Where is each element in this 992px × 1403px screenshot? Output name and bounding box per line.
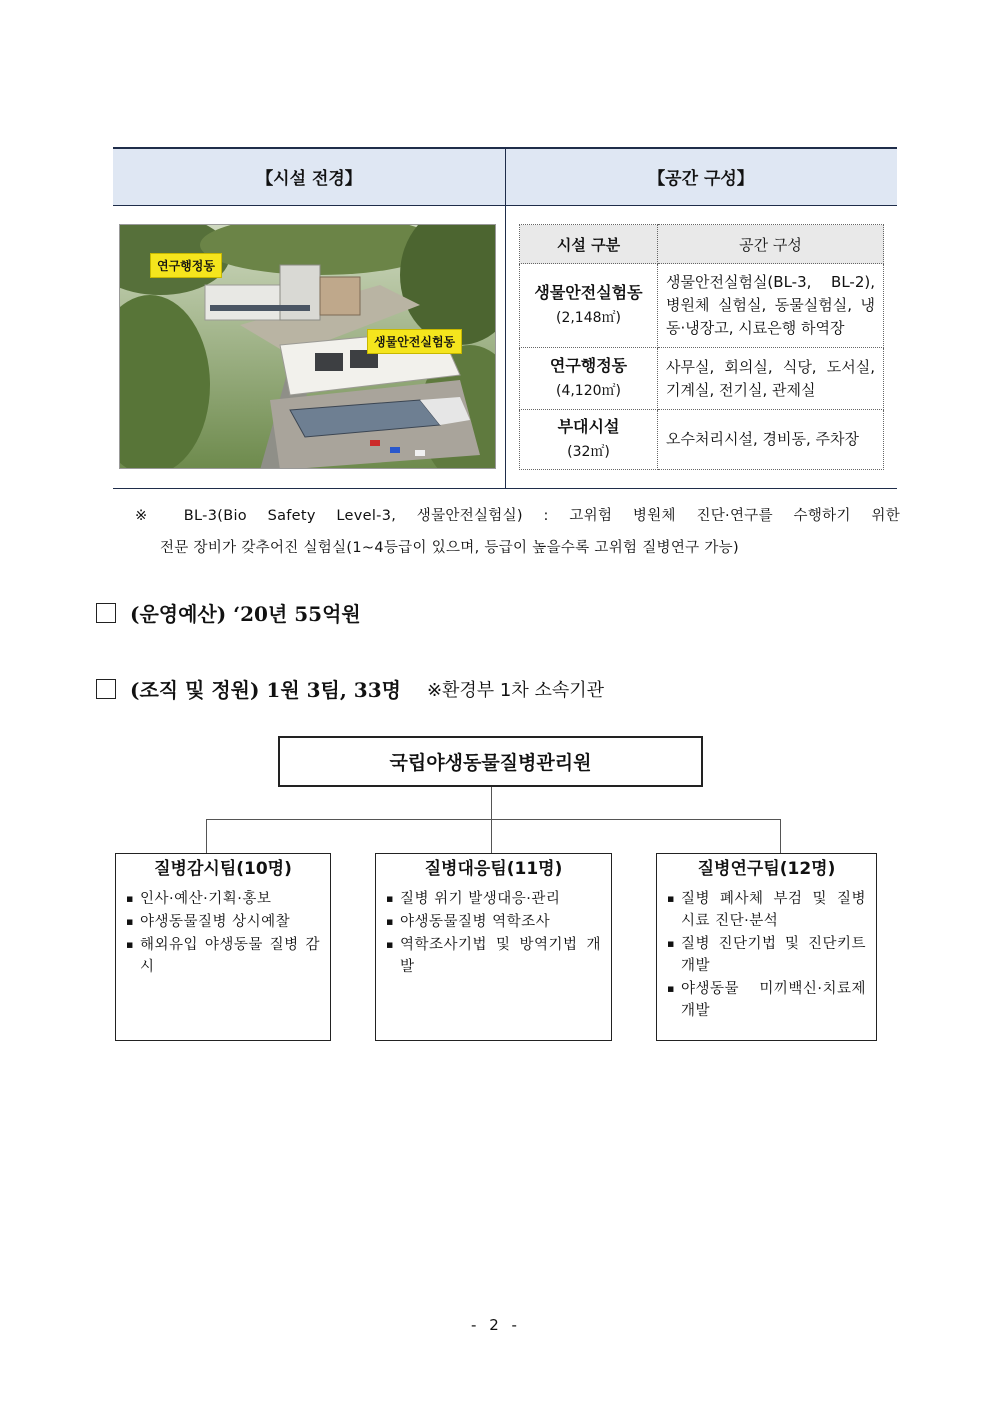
budget-text: (운영예산) ‘20년 55억원 — [130, 602, 361, 626]
org-root-box: 국립야생동물질병관리원 — [278, 736, 703, 787]
org-text: (조직 및 정원) 1원 3팀, 33명 — [130, 678, 401, 702]
connector-team-2 — [491, 819, 492, 854]
budget-line — [96, 598, 361, 627]
row-area: (2,148㎡) — [555, 310, 621, 326]
note-line-1: ※ BL-3(Bio Safety Level-3, 생물안전실험실) : 고위험 병원체 진단·연구를 수행하기 위한 — [135, 508, 900, 524]
table-row — [520, 264, 884, 348]
list-item: ▪ 해외유입 야생동물 질병 감시 — [126, 934, 320, 978]
note-line-2: 전문 장비가 갖추어진 실험실(1~4등급이 있으며, 등급이 높을수록 고위험 질병연구 가능) — [160, 540, 739, 556]
row-name: 부대시설 — [557, 417, 620, 436]
column-divider — [505, 147, 506, 488]
team-duty-list — [667, 888, 866, 1022]
list-item: ▪ 질병 위기 발생대응·관리 — [386, 888, 601, 910]
connector-horizontal — [206, 819, 781, 820]
org-aside: ※환경부 1차 소속기관 — [426, 679, 605, 701]
row-desc: 사무실, 회의실, 식당, 도서실, 기계실, 전기실, 관제실 — [658, 348, 884, 410]
connector-team-3 — [780, 819, 781, 854]
row-name-cell — [520, 264, 658, 348]
table-row — [520, 410, 884, 470]
facility-photo — [119, 224, 496, 469]
team-title: 질병대응팀(11명) — [424, 859, 563, 879]
space-table — [519, 224, 884, 470]
list-item: ▪ 질병 폐사체 부검 및 질병 시료 진단·분석 — [667, 888, 866, 932]
connector-team-1 — [206, 819, 207, 854]
row-name: 연구행정동 — [549, 356, 628, 375]
connector-root — [491, 787, 492, 820]
list-item: ▪ 역학조사기법 및 방역기법 개발 — [386, 934, 601, 978]
photo-label-admin: 연구행정동 — [150, 253, 222, 278]
team-duty-list — [126, 888, 320, 978]
org-line — [96, 674, 604, 703]
team-duty-list — [386, 888, 601, 978]
space-header: 【공간 구성】 — [648, 169, 754, 189]
list-item: ▪ 야생동물 미끼백신·치료제 개발 — [667, 978, 866, 1022]
page-number: - 2 - — [471, 1316, 521, 1334]
row-name: 생물안전실험동 — [534, 283, 643, 302]
list-item: ▪ 질병 진단기법 및 진단키트 개발 — [667, 933, 866, 977]
list-item: ▪ 인사·예산·기획·홍보 — [126, 888, 320, 910]
team-box-surveillance — [115, 853, 331, 1041]
team-box-research — [656, 853, 877, 1041]
list-item: ▪ 야생동물질병 상시예찰 — [126, 911, 320, 933]
row-name-cell — [520, 348, 658, 410]
table-bottom-rule — [113, 488, 897, 489]
checkbox-square-icon — [96, 603, 116, 623]
photo-label-bio: 생물안전실험동 — [367, 329, 462, 354]
checkbox-square-icon — [96, 679, 116, 699]
row-desc: 오수처리시설, 경비동, 주차장 — [658, 410, 884, 470]
row-area: (4,120㎡) — [555, 383, 621, 399]
team-title: 질병연구팀(12명) — [697, 859, 836, 879]
list-item: ▪ 야생동물질병 역학조사 — [386, 911, 601, 933]
team-box-response — [375, 853, 612, 1041]
row-area: (32㎡) — [567, 444, 610, 460]
space-table-col1-header: 시설 구분 — [520, 225, 658, 264]
row-name-cell — [520, 410, 658, 470]
table-row — [520, 348, 884, 410]
photo-header: 【시설 전경】 — [256, 169, 362, 189]
team-title: 질병감시팀(10명) — [154, 859, 292, 879]
row-desc: 생물안전실험실(BL-3, BL-2), 병원체 실험실, 동물실험실, 냉동·냉장고, 시료은행 하역장 — [658, 264, 884, 348]
space-table-col2-header: 공간 구성 — [658, 225, 884, 264]
